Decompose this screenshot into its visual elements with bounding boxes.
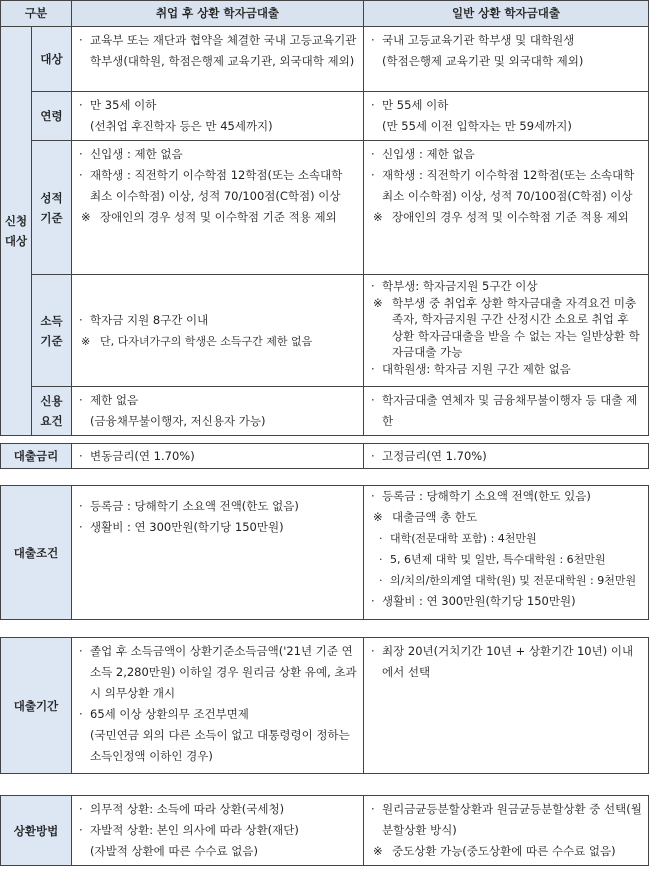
text-credit-gen: · 학자금대출 연체자 및 금융채무불이행자 등 대출 제한	[370, 390, 642, 432]
label-credit-1: 신용	[40, 394, 63, 408]
text-repay-gen-1: · 원리금균등분할상환과 원금균등분할상환 중 선택(월 분할상환 방식)	[370, 799, 642, 841]
label-income-1: 소득	[40, 313, 63, 328]
cell-conditions-icl	[72, 486, 364, 620]
repay-table	[0, 795, 649, 866]
cell-period-gen	[364, 638, 649, 774]
cell-credit-icl	[72, 387, 364, 436]
group-label-eligibility	[1, 27, 32, 436]
text-period-icl-1: · 졸업 후 소득금액이 상환기준소득금액('21년 기준 연소득 2,280만원) 이하일 경우 원리금 상환 유예, 초과 시 의무상환 개시	[78, 641, 357, 704]
header-general: 일반 상환 학자금대출	[364, 1, 649, 27]
label-credit	[32, 387, 72, 436]
text-cond-gen-5: · 의/치의/한의계열 대학(원) 및 전문대학원 : 9천만원	[378, 570, 642, 591]
label-credit-2: 요건	[40, 414, 63, 428]
text-repay-icl-3: (자발적 상환에 따른 수수료 없음)	[90, 844, 259, 858]
header-icl: 취업 후 상환 학자금대출	[72, 1, 364, 27]
text-period-icl-2: · 65세 이상 상환의무 조건부면제	[78, 704, 357, 725]
label-income	[32, 275, 72, 387]
conditions-table	[0, 485, 649, 620]
text-cond-icl-2: · 생활비 : 연 300만원(학기당 150만원)	[78, 517, 357, 538]
cell-period-icl	[72, 638, 364, 774]
text-cond-gen-6: · 생활비 : 연 300만원(학기당 150만원)	[370, 591, 642, 612]
group-label-line2: 대상	[4, 234, 28, 248]
rate-table	[0, 443, 649, 469]
label-conditions: 대출조건	[1, 486, 72, 620]
text-repay-gen-2: ※ 중도상환 가능(중도상환에 따른 수수료 없음)	[370, 841, 642, 862]
cell-income-gen	[364, 275, 649, 387]
text-rate-icl: · 변동금리(연 1.70%)	[78, 446, 357, 467]
row-income	[1, 275, 649, 387]
text-period-gen-1: · 최장 20년(거치기간 10년 + 상환기간 10년) 이내에서 선택	[370, 641, 642, 683]
label-period: 대출기간	[1, 638, 72, 774]
row-repay	[1, 796, 649, 866]
row-grade	[1, 141, 649, 275]
cell-grade-icl	[72, 141, 364, 275]
text-grade-gen-3: ※ 장애인의 경우 성적 및 이수학점 기준 적용 제외	[370, 207, 642, 228]
cell-repay-gen	[364, 796, 649, 866]
text-credit-icl-note: (금융채무불이행자, 저신용자 가능)	[90, 414, 266, 428]
text-repay-icl-1: · 의무적 상환: 소득에 따라 상환(국세청)	[78, 799, 357, 820]
text-cond-icl-1: · 등록금 : 당해학기 소요액 전액(한도 없음)	[78, 496, 357, 517]
cell-rate-icl	[72, 444, 364, 469]
text-age-icl: · 만 35세 이하	[78, 95, 357, 116]
label-grade	[32, 141, 72, 275]
cell-age-gen	[364, 92, 649, 141]
label-repay: 상환방법	[1, 796, 72, 866]
text-target-icl: · 교육부 또는 재단과 협약을 체결한 국내 고등교육기관 학부생(대학원, 학점은행제 교육기관, 외국대학 제외)	[78, 30, 357, 72]
text-grade-icl-2: · 재학생 : 직전학기 이수학점 12학점(또는 소속대학 최소 이수학점) 이상, 성적 70/100점(C학점) 이상	[78, 165, 357, 207]
header-category: 구분	[1, 1, 72, 27]
text-income-gen-2: ※ 학부생 중 취업후 상환 학자금대출 자격요건 미충족자, 학자금지원 구간 산정시간 소요로 취업 후 상환 학자금대출을 받을 수 없는 자는 일반상환 학자금대출 가능	[370, 295, 642, 361]
text-target-gen: · 국내 고등교육기관 학부생 및 대학원생	[370, 30, 642, 51]
text-target-gen-note: (학점은행제 교육기관 및 외국대학 제외)	[382, 54, 584, 68]
text-grade-icl-3: ※ 장애인의 경우 성적 및 이수학점 기준 적용 제외	[78, 207, 357, 228]
row-conditions	[1, 486, 649, 620]
row-rate	[1, 444, 649, 469]
row-target	[1, 27, 649, 92]
cell-credit-gen	[364, 387, 649, 436]
cell-target-gen	[364, 27, 649, 92]
cell-conditions-gen	[364, 486, 649, 620]
text-repay-icl-2: · 자발적 상환: 본인 의사에 따라 상환(재단)	[78, 820, 357, 841]
cell-target-icl	[72, 27, 364, 92]
text-period-icl-3: (국민연금 외의 다른 소득이 없고 대통령령이 정하는 소득인정액 이하인 경우)	[90, 728, 350, 763]
text-income-icl-2: ※ 단, 다자녀가구의 학생은 소득구간 제한 없음	[78, 331, 357, 352]
row-period	[1, 638, 649, 774]
text-age-gen: · 만 55세 이하	[370, 95, 642, 116]
text-rate-gen: · 고정금리(연 1.70%)	[370, 446, 642, 467]
text-grade-gen-1: · 신입생 : 제한 없음	[370, 144, 642, 165]
label-income-2: 기준	[40, 333, 63, 348]
cell-age-icl	[72, 92, 364, 141]
label-grade-2: 기준	[40, 210, 63, 225]
cell-grade-gen	[364, 141, 649, 275]
text-income-gen-1: · 학부생: 학자금지원 5구간 이상	[370, 278, 642, 295]
text-cond-gen-2: ※ 대출금액 총 한도	[370, 507, 642, 528]
row-age	[1, 92, 649, 141]
group-label-line1: 신청	[4, 214, 28, 228]
text-grade-icl-1: · 신입생 : 제한 없음	[78, 144, 357, 165]
text-credit-icl: · 제한 없음	[78, 390, 357, 411]
table-header	[1, 1, 649, 27]
text-income-gen-3: · 대학원생: 학자금 지원 구간 제한 없음	[370, 361, 642, 378]
text-age-gen-note: (만 55세 이전 입학자는 만 59세까지)	[382, 119, 572, 133]
period-table	[0, 637, 649, 774]
cell-income-icl	[72, 275, 364, 387]
label-rate: 대출금리	[1, 444, 72, 469]
label-target: 대상	[32, 27, 72, 92]
cell-repay-icl	[72, 796, 364, 866]
text-grade-gen-2: · 재학생 : 직전학기 이수학점 12학점(또는 소속대학 최소 이수학점) 이상, 성적 70/100점(C학점) 이상	[370, 165, 642, 207]
text-cond-gen-4: · 5, 6년제 대학 및 일반, 특수대학원 : 6천만원	[378, 549, 642, 570]
text-cond-gen-1: · 등록금 : 당해학기 소요액 전액(한도 있음)	[370, 486, 642, 507]
label-age: 연령	[32, 92, 72, 141]
text-cond-gen-3: · 대학(전문대학 포함) : 4천만원	[378, 528, 642, 549]
text-income-icl-1: · 학자금 지원 8구간 이내	[78, 310, 357, 331]
row-credit	[1, 387, 649, 436]
text-age-icl-note: (선취업 후진학자 등은 만 45세까지)	[90, 119, 273, 133]
cell-rate-gen	[364, 444, 649, 469]
label-grade-1: 성적	[40, 190, 63, 205]
